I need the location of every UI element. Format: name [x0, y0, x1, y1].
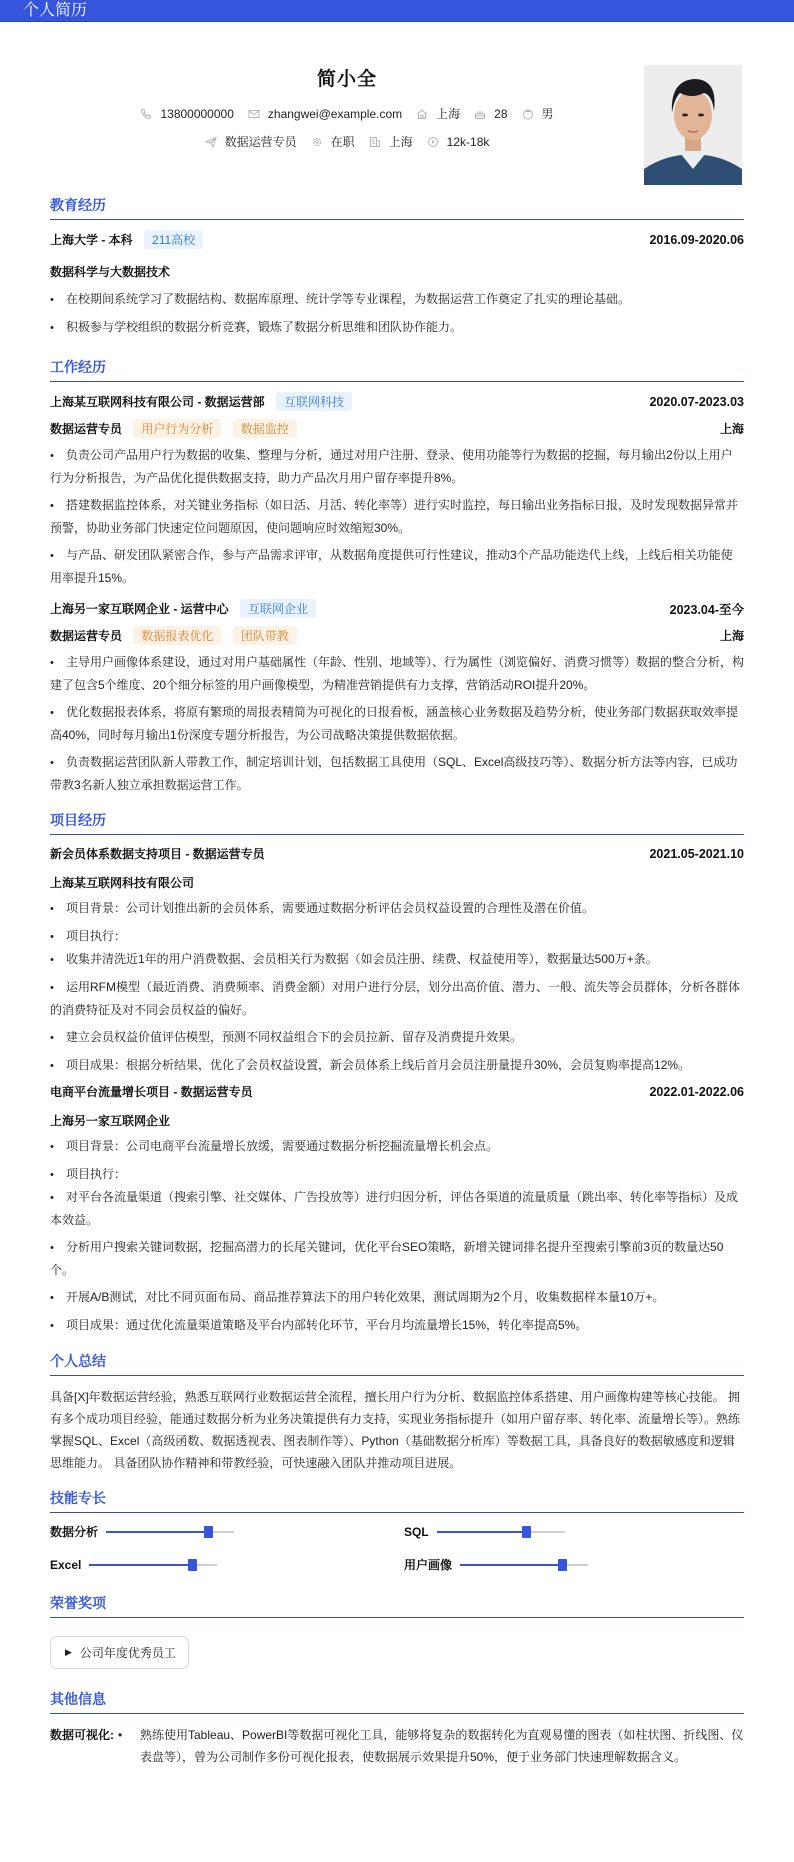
list-item: • 与产品、研发团队紧密合作，参与产品需求评审，从数据角度提供可行性建议，推动3个产品功能迭代上线，上线后相关功能使用率提升15%。 — [50, 548, 733, 585]
major-name: 数据科学与大数据技术 — [50, 265, 171, 279]
location-info — [416, 105, 460, 122]
summary-text: 具备[X]年数据运营经验，熟悉互联网行业数据运营全流程，擅长用户行为分析、数据监控体系搭建、用户画像构建等核心技能。 拥有多个成功项目经验，能通过数据分析为业务决策提供有力支持，实现业务指标提升（如用户留存率、转化率、流量增长等）。熟练掌握SQL、Excel（高级函数、数据透视表、图表制作等）、Python（基础数据分析库）等数据工具，具备良好的数据敏感度和逻辑思维能力。 具备团队协作精神和带教经验，可快速融入团队并推动项目进展。 — [50, 1390, 741, 1470]
project-date: 2022.01-2022.06 — [649, 1084, 744, 1099]
salary-info — [427, 135, 490, 149]
list-item: • 优化数据报表体系，将原有繁琐的周报表精简为可视化的日报看板，涵盖核心业务数据及趋势分析，使业务部门数据获取效率提高40%，同时每月输出1份深度专题分析报告，为公司战略决策提供数据依据。 — [50, 705, 739, 742]
award-item-toggle[interactable] — [50, 1636, 189, 1669]
job-role: 数据运营专员 — [50, 422, 123, 436]
send-icon — [205, 136, 217, 148]
gender-value: 男 — [541, 107, 554, 121]
section-title-awards: 荣誉奖项 — [50, 1593, 744, 1618]
age-value: 28 — [494, 106, 508, 121]
other-text: 熟练使用Tableau、PowerBI等数据可视化工具，能够将复杂的数据转化为直观易懂的图表（如柱状图、折线图、仪表盘等），曾为公司制作多份可视化报表，使数据展示效果提升50%，便于业务部门快速理解数据含义。 — [140, 1728, 744, 1764]
list-item: • 对平台各流量渠道（搜索引擎、社交媒体、广告投放等）进行归因分析，评估各渠道的流量质量（跳出率、转化率等指标）及成本效益。 — [50, 1190, 739, 1227]
work-date: 2020.07-2023.03 — [649, 394, 744, 409]
skill-tag: 数据监控 — [233, 419, 297, 438]
building-icon — [369, 136, 381, 148]
other-section — [50, 1689, 744, 1768]
candidate-name: 简小全 — [316, 69, 377, 90]
skill-tag: 数据报表优化 — [133, 626, 221, 645]
bullet-dot: • — [118, 1728, 123, 1742]
triangle-right-icon: ▶ — [65, 1647, 72, 1657]
skill-tag: 用户行为分析 — [133, 419, 221, 438]
project-name: 电商平台流量增长项目 - 数据运营专员 — [50, 1085, 253, 1099]
project-name: 新会员体系数据支持项目 - 数据运营专员 — [50, 847, 265, 861]
app-title: 个人简历 — [23, 2, 88, 19]
salary-icon — [427, 136, 439, 148]
profile-photo — [644, 65, 742, 185]
home-icon — [416, 108, 428, 120]
email-info — [248, 107, 402, 121]
work-date: 2023.04-至今 — [669, 602, 744, 617]
project-date: 2021.05-2021.10 — [649, 846, 744, 861]
list-item: • 项目背景：公司电商平台流量增长放缓，需要通过数据分析挖掘流量增长机会点。 — [50, 1139, 499, 1153]
skill-slider[interactable] — [89, 1564, 217, 1566]
list-item: • 在校期间系统学习了数据结构、数据库原理、统计学等专业课程，为数据运营工作奠定了扎实的理论基础。 — [50, 292, 631, 306]
gear-icon — [311, 136, 323, 148]
education-bullets — [50, 288, 744, 339]
skill-label: 数据分析 — [50, 1525, 99, 1539]
phone-icon — [140, 108, 152, 120]
resume-page — [0, 22, 794, 1768]
avatar-portrait — [644, 65, 742, 185]
list-item: • 开展A/B测试，对比不同页面布局、商品推荐算法下的用户转化效果，测试周期为2个月，收集数据样本量10万+。 — [50, 1290, 665, 1304]
skill-item — [50, 1523, 404, 1540]
section-title-education: 教育经历 — [50, 195, 744, 220]
age-info — [474, 107, 507, 121]
work-entry — [50, 392, 744, 589]
section-title-skills: 技能专长 — [50, 1488, 744, 1513]
work-city: 上海 — [719, 629, 744, 643]
list-item: • 负责公司产品用户行为数据的收集、整理与分析，通过对用户注册、登录、使用功能等行为数据的挖掘，每月输出2份以上用户行为分析报告，为产品优化提供数据支持，助力产品次月用户留存率提升8%。 — [50, 448, 733, 485]
other-label: 数据可视化: — [50, 1728, 114, 1742]
skill-item — [404, 1556, 744, 1573]
work-section — [50, 357, 744, 796]
project-company: 上海某互联网科技有限公司 — [50, 876, 195, 890]
award-label: 公司年度优秀员工 — [79, 1646, 176, 1660]
app-title-bar — [0, 0, 794, 22]
slider-thumb[interactable] — [204, 1526, 213, 1538]
list-item: • 主导用户画像体系建设，通过对用户基础属性（年龄、性别、地域等）、行为属性（浏览偏好、消费习惯等）数据的整合分析，构建了包含5个维度、20个细分标签的用户画像模型，为精准营销提供有力支撑，营销活动ROI提升20%。 — [50, 655, 745, 692]
skill-slider[interactable] — [437, 1531, 565, 1533]
skills-grid — [50, 1523, 744, 1573]
position-info — [205, 133, 297, 150]
skill-label: SQL — [404, 1524, 429, 1539]
list-item: • 积极参与学校组织的数据分析竞赛，锻炼了数据分析思维和团队协作能力。 — [50, 320, 463, 334]
company-name: 上海另一家互联网企业 - 运营中心 — [50, 602, 229, 616]
location-value: 上海 — [436, 107, 461, 121]
work-entry — [50, 599, 744, 796]
skill-slider[interactable] — [106, 1531, 234, 1533]
list-item: • 运用RFM模型（最近消费、消费频率、消费金额）对用户进行分层，划分出高价值、潜力、一般、流失等会员群体，分析各群体的消费特征及对不同会员权益的偏好。 — [50, 980, 740, 1017]
list-item: • 项目背景：公司计划推出新的会员体系，需要通过数据分析评估会员权益设置的合理性及潜在价值。 — [50, 901, 595, 915]
section-title-projects: 项目经历 — [50, 810, 744, 835]
job-intent-row — [50, 133, 644, 150]
work-bullets — [50, 651, 744, 796]
phone-info — [140, 107, 233, 121]
status-value: 在职 — [330, 135, 355, 149]
slider-thumb[interactable] — [188, 1559, 197, 1571]
industry-tag: 互联网企业 — [240, 599, 316, 618]
skill-item — [50, 1556, 404, 1573]
email-value: zhangwei@example.com — [267, 106, 403, 121]
work-city: 上海 — [719, 422, 744, 436]
profile-header — [50, 22, 744, 187]
salary-value: 12k-18k — [446, 134, 490, 149]
position-value: 数据运营专员 — [224, 135, 297, 149]
school-name: 上海大学 - 本科 — [50, 233, 133, 247]
cake-icon — [474, 108, 486, 120]
project-bullets — [50, 1135, 744, 1337]
gender-info — [522, 105, 554, 122]
mail-icon — [248, 108, 260, 120]
job-role: 数据运营专员 — [50, 629, 123, 643]
school-tag: 211高校 — [144, 230, 203, 249]
list-item: • 项目成果：根据分析结果，优化了会员权益设置，新会员体系上线后首月会员注册量提升30%，会员复购率提高12%。 — [50, 1058, 691, 1072]
list-item: • 收集并清洗近1年的用户消费数据、会员相关行为数据（如会员注册、续费、权益使用等），数据量达500万+条。 — [50, 952, 658, 966]
slider-thumb[interactable] — [558, 1559, 567, 1571]
skill-slider[interactable] — [460, 1564, 588, 1566]
summary-section — [50, 1351, 744, 1474]
section-title-summary: 个人总结 — [50, 1351, 744, 1376]
skill-label: 用户画像 — [404, 1558, 453, 1572]
phone-value: 13800000000 — [160, 106, 234, 121]
other-item — [50, 1724, 744, 1768]
status-info — [311, 133, 355, 150]
section-title-other: 其他信息 — [50, 1689, 744, 1714]
skills-section — [50, 1488, 744, 1573]
company-name: 上海某互联网科技有限公司 - 数据运营部 — [50, 395, 265, 409]
education-date: 2016.09-2020.06 — [649, 232, 744, 247]
list-item: • 分析用户搜索关键词数据，挖掘高潜力的长尾关键词，优化平台SEO策略，新增关键词排名提升至搜索引擎前3页的数量达50个。 — [50, 1240, 724, 1277]
projects-section — [50, 810, 744, 1337]
skill-tag: 团队带教 — [233, 626, 297, 645]
awards-section — [50, 1593, 744, 1669]
work-bullets — [50, 444, 744, 589]
slider-thumb[interactable] — [522, 1526, 531, 1538]
section-title-work: 工作经历 — [50, 357, 744, 382]
contact-row — [50, 105, 644, 122]
education-entry — [50, 230, 744, 339]
list-item: • 建立会员权益价值评估模型，预测不同权益组合下的会员拉新、留存及消费提升效果。 — [50, 1030, 523, 1044]
city-info — [369, 133, 413, 150]
education-section — [50, 195, 744, 339]
industry-tag: 互联网科技 — [276, 392, 352, 411]
project-entry — [50, 845, 744, 1077]
project-company: 上海另一家互联网企业 — [50, 1114, 171, 1128]
skill-label: Excel — [50, 1557, 82, 1572]
project-bullets — [50, 897, 744, 1077]
list-item: • 项目执行： — [50, 929, 127, 943]
list-item: • 搭建数据监控体系，对关键业务指标（如日活、月活、转化率等）进行实时监控，每日输出业务指标日报，及时发现数据异常并预警，协助业务部门快速定位问题原因，使问题响应时效缩短30%。 — [50, 498, 739, 535]
list-item: • 负责数据运营团队新人带教工作，制定培训计划，包括数据工具使用（SQL、Excel高级技巧等）、数据分析方法等内容，已成功带教3名新人独立承担数据运营工作。 — [50, 755, 738, 792]
project-entry — [50, 1083, 744, 1337]
list-item: • 项目执行： — [50, 1167, 127, 1181]
skill-item — [404, 1523, 744, 1540]
city-value: 上海 — [388, 135, 413, 149]
list-item: • 项目成果：通过优化流量渠道策略及平台内部转化环节，平台月均流量增长15%，转化率提高5%。 — [50, 1318, 588, 1332]
gender-icon — [522, 108, 534, 120]
